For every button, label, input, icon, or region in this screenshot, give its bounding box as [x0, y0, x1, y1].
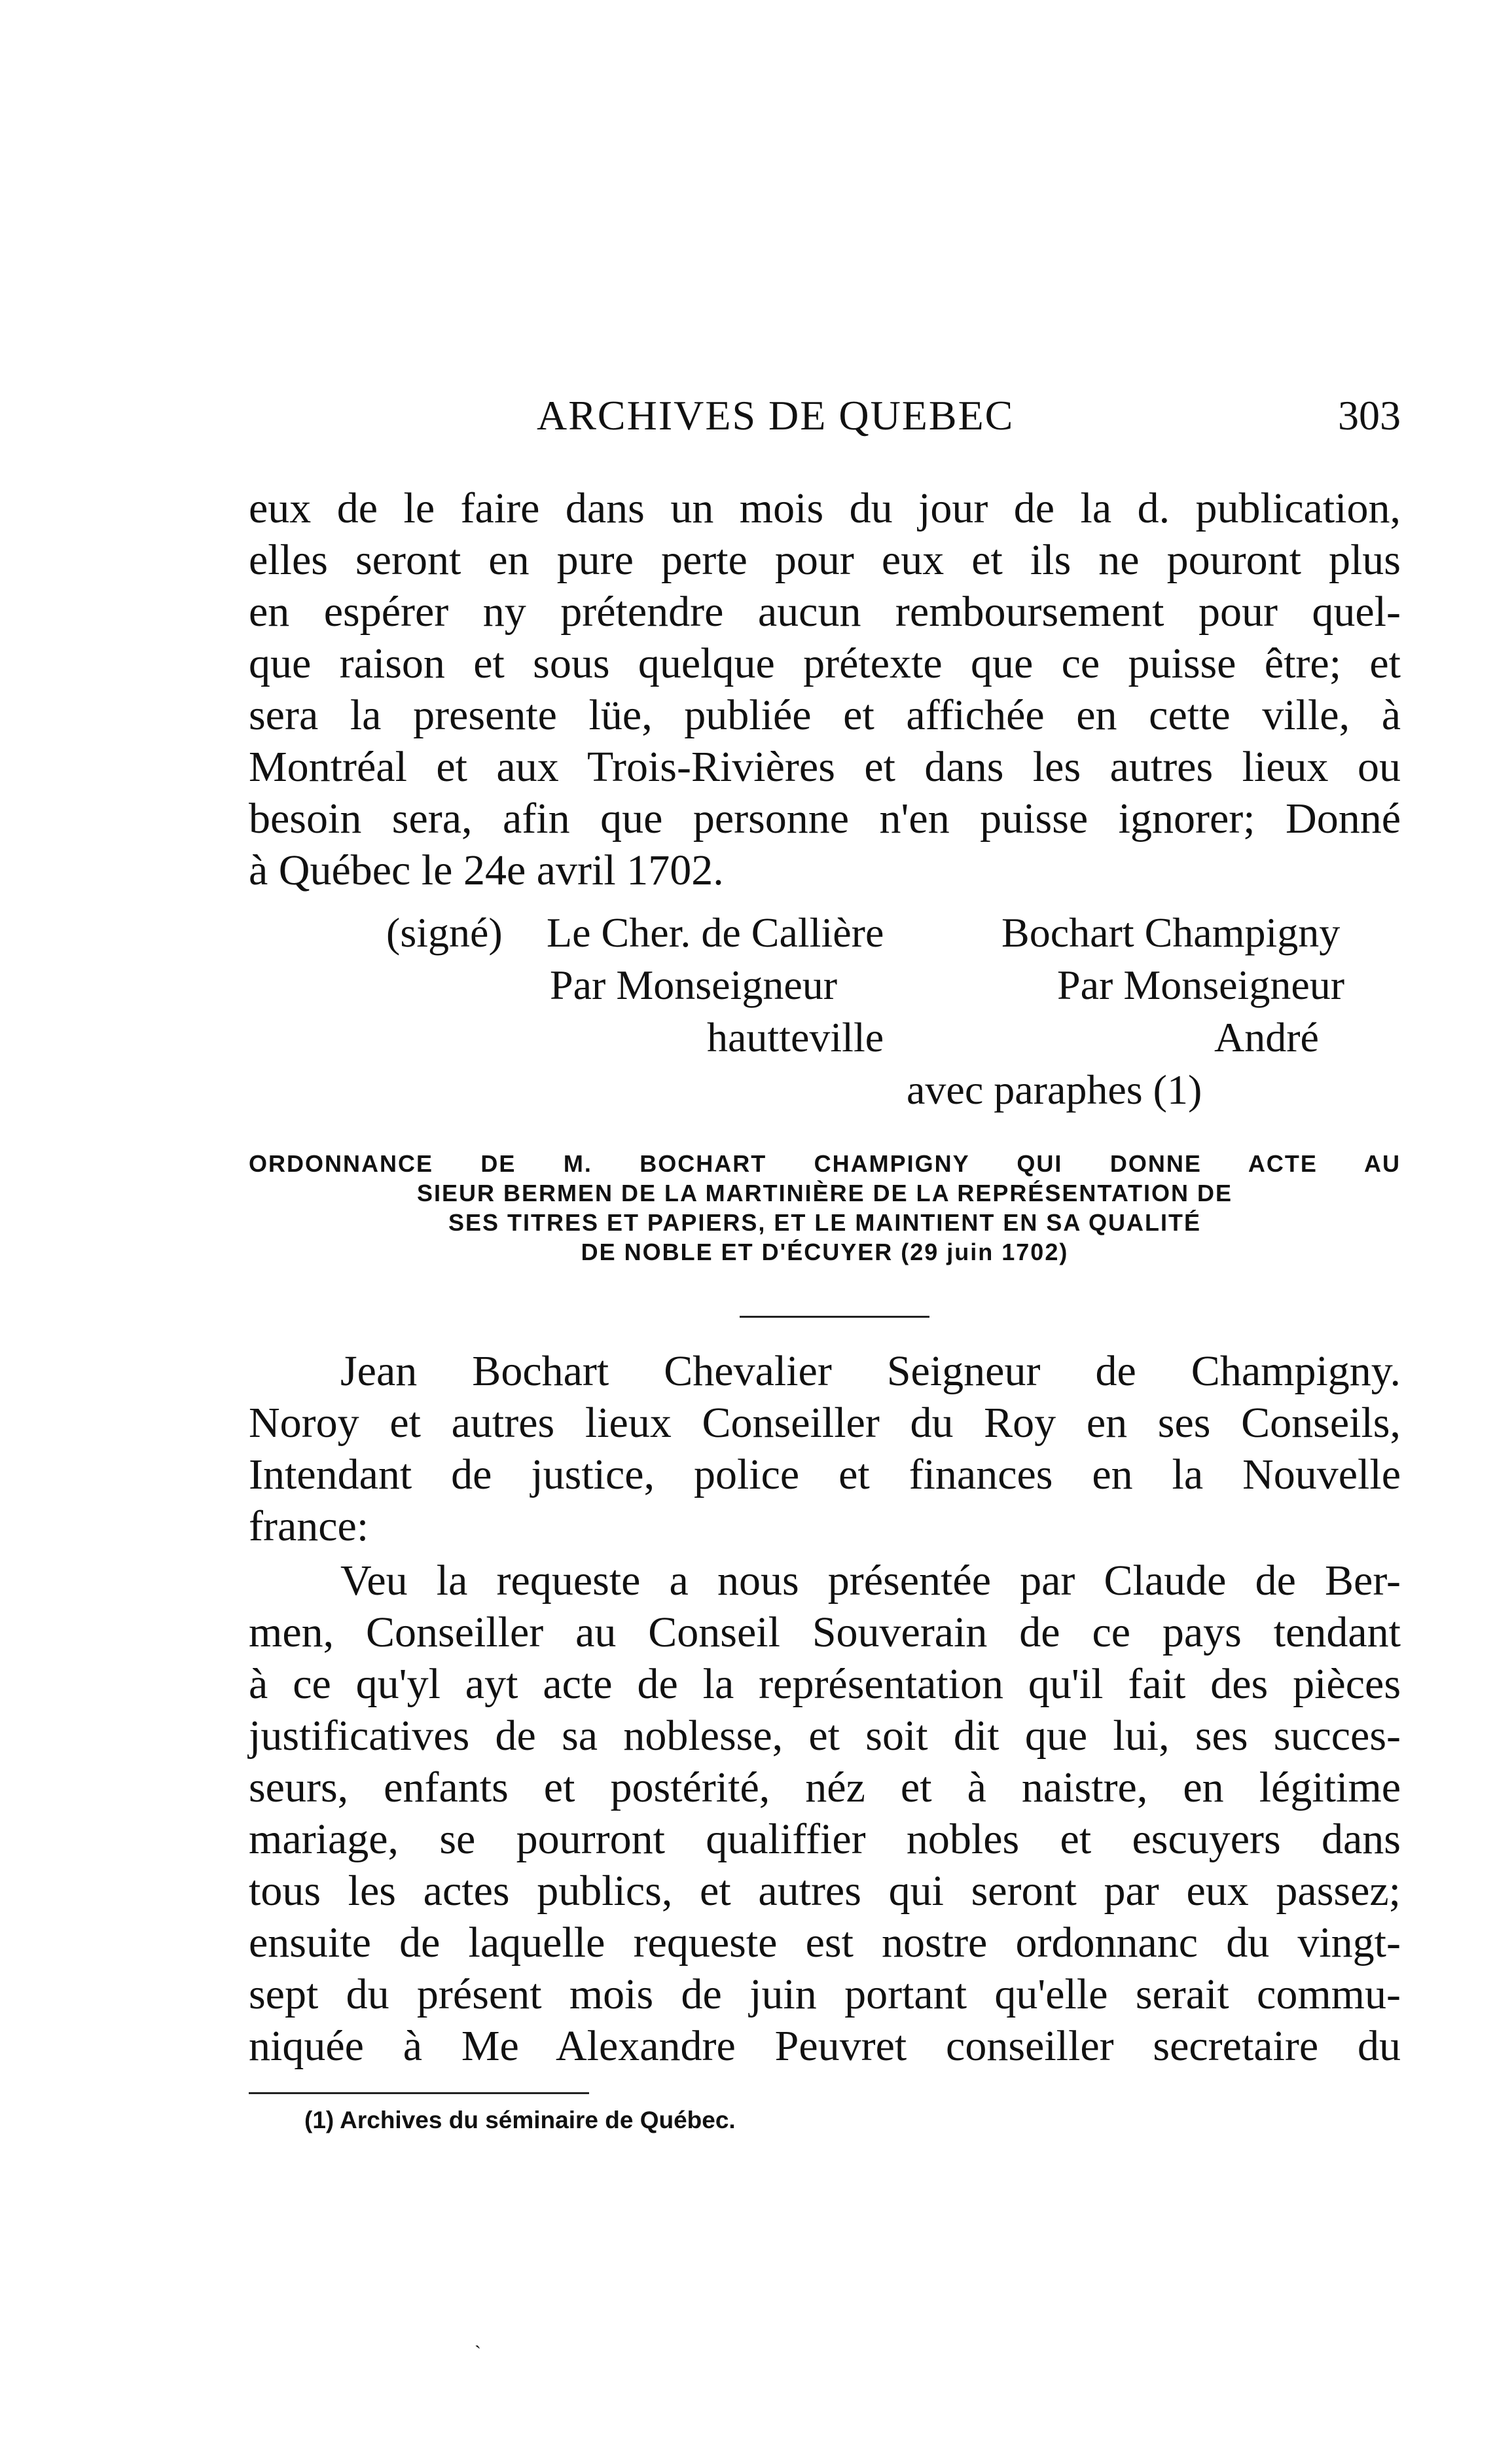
text-line: Intendant de justice, police et finances en la Nouvelle [249, 1451, 1401, 1498]
signatory-left: Le Cher. de Callière [547, 909, 884, 956]
text-line: eux de le faire dans un mois du jour de la d. publication, [249, 484, 1401, 532]
page-number: 303 [1338, 392, 1401, 439]
text-line: à Québec le 24e avril 1702. [249, 846, 724, 894]
text-line: justificatives de sa noblesse, et soit dit que lui, ses succes- [249, 1712, 1401, 1760]
heading-line: SES TITRES ET PAPIERS, ET LE MAINTIENT EN SA QUALITÉ [448, 1209, 1202, 1236]
text-line: france: [249, 1502, 369, 1550]
signature-block [0, 907, 1495, 1123]
text-line: Jean Bochart Chevalier Seigneur de Champigny. [340, 1347, 1401, 1395]
signatory-right: Bochart Champigny [1001, 909, 1341, 956]
paragraph-body [249, 1555, 1401, 2072]
text-line: sept du présent mois de juin portant qu'elle serait commu- [249, 1970, 1401, 2018]
text-line: à ce qu'yl ayt acte de la représentation qu'il fait des pièces [249, 1660, 1401, 1708]
heading-line: ORDONNANCE DE M. BOCHART CHAMPIGNY QUI DONNE ACTE AU [249, 1150, 1401, 1177]
footnote: (1) Archives du séminaire de Québec. [304, 2107, 736, 2133]
section-heading [249, 1149, 1401, 1267]
text-line: sera la presente lüe, publiée et affichée en cette ville, à [249, 691, 1401, 739]
paragraph-title [249, 1345, 1401, 1552]
secretary-left: hautteville [707, 1014, 884, 1060]
signed-label: (signé) [386, 909, 503, 956]
paragraph-continuation [249, 482, 1401, 896]
text-line: mariage, se pourront qualiffier nobles et escuyers dans [249, 1815, 1401, 1863]
running-title: ARCHIVES DE QUEBEC [537, 392, 1015, 439]
paraphs-note: avec paraphes (1) [907, 1066, 1202, 1113]
heading-line: DE NOBLE ET D'ÉCUYER (29 juin 1702) [581, 1239, 1069, 1265]
heading-line: SIEUR BERMEN DE LA MARTINIÈRE DE LA REPRÉSENTATION DE [416, 1180, 1233, 1206]
text-line: besoin sera, afin que personne n'en puisse ignorer; Donné [249, 795, 1401, 842]
text-line: niquée à Me Alexandre Peuvret conseiller secretaire du [249, 2022, 1401, 2070]
secretary-right: André [1214, 1014, 1319, 1060]
text-line: Montréal et aux Trois-Rivières et dans les autres lieux ou [249, 743, 1401, 791]
text-line: Noroy et autres lieux Conseiller du Roy en ses Conseils, [249, 1399, 1401, 1447]
running-header [249, 391, 1401, 450]
text-line: tous les actes publics, et autres qui seront par eux passez; [249, 1867, 1401, 1915]
text-line: elles seront en pure perte pour eux et ils ne pouront plus [249, 536, 1401, 584]
by-order-right: Par Monseigneur [1057, 962, 1345, 1008]
by-order-left: Par Monseigneur [550, 962, 838, 1008]
section-divider [740, 1316, 929, 1318]
text-line: men, Conseiller au Conseil Souverain de ce pays tendant [249, 1608, 1401, 1656]
text-line: ensuite de laquelle requeste est nostre ordonnanc du vingt- [249, 1919, 1401, 1966]
text-line: en espérer ny prétendre aucun remboursement pour quel- [249, 588, 1401, 636]
stray-mark: ˎ [475, 2327, 481, 2349]
text-line: seurs, enfants et postérité, néz et à naistre, en légitime [249, 1764, 1401, 1811]
text-line: que raison et sous quelque prétexte que ce puisse être; et [249, 640, 1401, 687]
footnote-divider [249, 2092, 589, 2094]
text-line: Veu la requeste a nous présentée par Claude de Ber- [340, 1557, 1401, 1604]
